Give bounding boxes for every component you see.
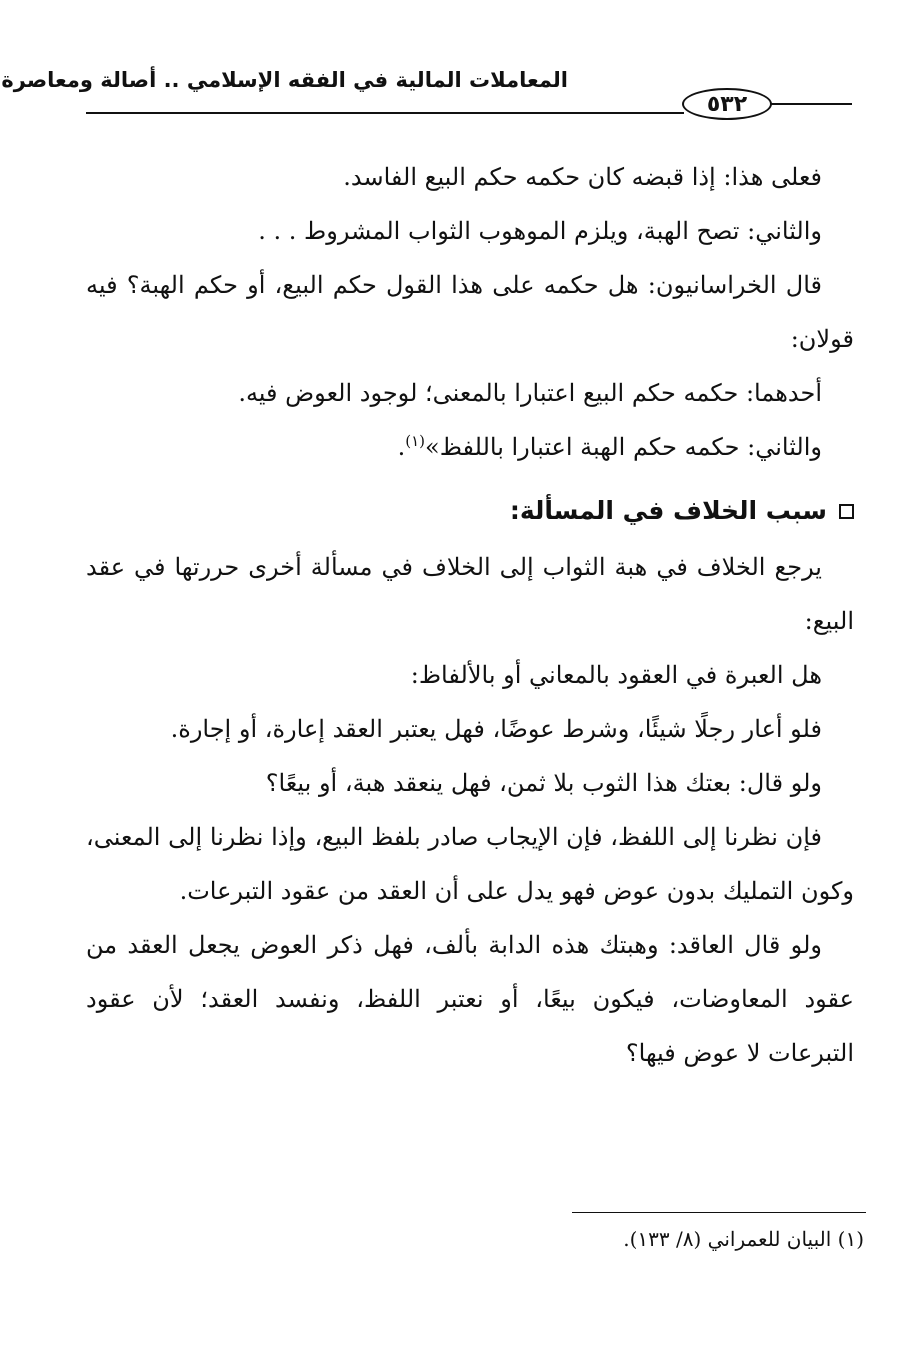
paragraph-2: والثاني: تصح الهبة، ويلزم الموهوب الثواب المشروط . . .: [258, 217, 822, 245]
footnote-rule: [572, 1212, 866, 1213]
square-bullet-icon: [839, 504, 854, 519]
footnote-ref-1: (١): [405, 432, 426, 450]
section-heading-text: سبب الخلاف في المسألة:: [509, 496, 827, 525]
paragraph-9: ولو قال: بعتك هذا الثوب بلا ثمن، فهل ينعقد هبة، أو بيعًا؟: [265, 769, 822, 797]
paragraph-5-end: .: [397, 433, 406, 461]
paragraph-11: ولو قال العاقد: وهبتك هذه الدابة بألف، فهل ذكر العوض يجعل العقد من عقود المعاوضات، فيكون بيعًا، أو نعتبر اللفظ، ونفسد العقد؛ لأن عقود التبرعات لا عوض فيها؟: [86, 931, 854, 1067]
paragraph-5-text: والثاني: حكمه حكم الهبة اعتبارا باللفظ»: [425, 433, 822, 461]
section-heading: [86, 482, 854, 540]
paragraph-6: يرجع الخلاف في هبة الثواب إلى الخلاف في مسألة أخرى حررتها في عقد البيع:: [86, 553, 854, 635]
paragraph-8: فلو أعار رجلًا شيئًا، وشرط عوضًا، فهل يعتبر العقد إعارة، أو إجارة.: [170, 715, 822, 743]
page-number: ٥٣٢: [682, 88, 772, 120]
paragraph-1: فعلى هذا: إذا قبضه كان حكمه حكم البيع الفاسد.: [343, 163, 822, 191]
footnote-1: (١) البيان للعمراني (٨/ ١٣٣).: [623, 1227, 864, 1251]
paragraph-4: أحدهما: حكمه حكم البيع اعتبارا بالمعنى؛ لوجود العوض فيه.: [238, 379, 822, 407]
header-rule: [86, 112, 684, 114]
paragraph-5: [86, 420, 854, 474]
header-rule-right: [770, 103, 852, 105]
paragraph-7: هل العبرة في العقود بالمعاني أو بالألفاظ:: [410, 661, 822, 689]
paragraph-10: فإن نظرنا إلى اللفظ، فإن الإيجاب صادر بلفظ البيع، وإذا نظرنا إلى المعنى، وكون التمليك بدون عوض فهو يدل على أن العقد من عقود التبرعات.: [86, 823, 854, 905]
running-title: المعاملات المالية في الفقه الإسلامي .. أصالة ومعاصرة: [1, 68, 568, 92]
paragraph-3: قال الخراسانيون: هل حكمه على هذا القول حكم البيع، أو حكم الهبة؟ فيه قولان:: [86, 271, 854, 353]
page-body: [86, 150, 854, 1080]
